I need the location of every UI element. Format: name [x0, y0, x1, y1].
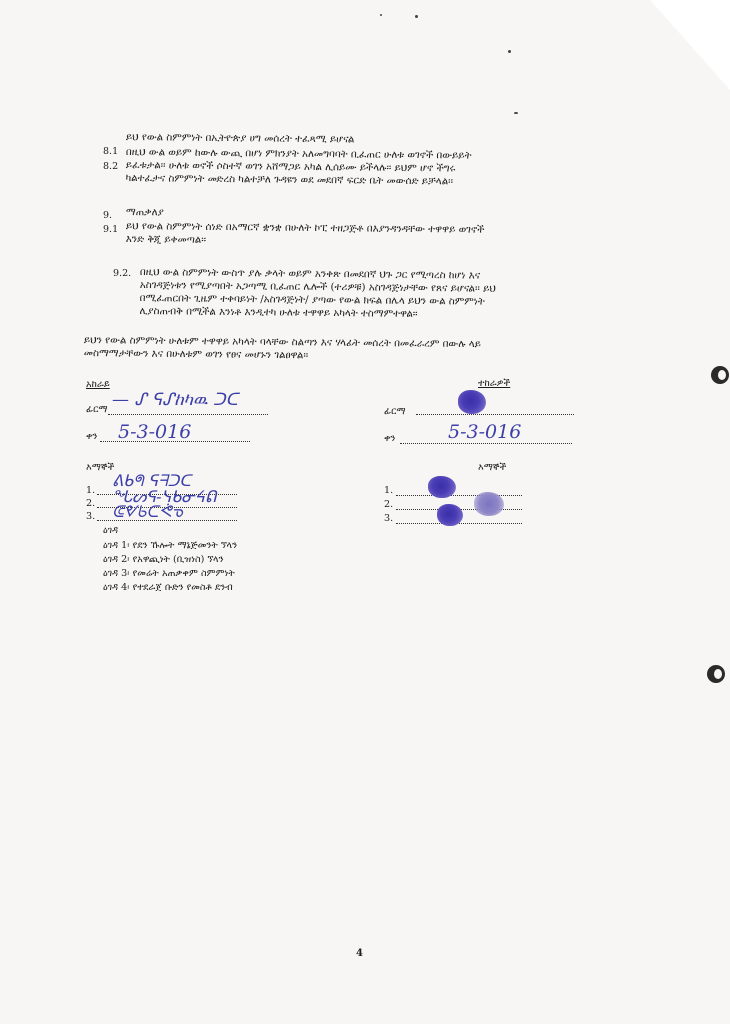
clause-line: ይህ የውል ስምምነት ሰነድ በአማርኛ ቋንቋ በሁለት ኮፒ ተዘጋጅቶ በእያንዳንዳቸው ተዋዋይ ወገኖች [125, 220, 485, 236]
clause-9-1 [126, 220, 485, 250]
lessees-date: 5-3-016 [448, 421, 522, 443]
speck [508, 50, 511, 53]
thumbprint [458, 390, 486, 414]
attachment-item: ዕገዳ 4፡ የተደራጀ ቡድን የመስቶ ደንብ [103, 582, 233, 593]
witness-line [396, 495, 522, 496]
clause-line: በዚህ ውል ስምምነት ውስጥ ያሉ ቃላት ወይም አንቀጽ በመደበኛ ህጉ ጋር የሚጣረስ ከሆነ እና [139, 266, 481, 282]
lessor-heading: አከራይ [86, 379, 110, 390]
clause-number: 9.1 [103, 224, 119, 235]
punch-hole [711, 366, 729, 384]
clause-number: 9. [103, 210, 113, 221]
speck [380, 14, 382, 16]
clause-number: 8.1 [103, 146, 119, 157]
lessees-signature-line [416, 414, 574, 415]
lessor-signature: — ᔑ ᕋᔑከካዉ ᑐᑕ [112, 390, 238, 410]
speck [514, 112, 518, 114]
witness-number: 2. [86, 498, 96, 509]
closing-line: ይህን የውል ስምምነት ሁለቱም ተዋዋይ አካላት ባላቸው ስልጣን እና ሃላፊት መሰረት በመፈራረም በውሉ ላይ [83, 334, 481, 351]
witness-number: 1. [384, 485, 394, 496]
lessor-signature-label: ፊርማ [86, 404, 108, 415]
attachment-item: ዕገዳ 1፡ የደን ኹሎት ማኔጅመንት ኘላን [103, 540, 238, 551]
page-fold [650, 0, 730, 90]
lessees-date-label: ቀን [384, 433, 396, 444]
witness-number: 1. [86, 485, 96, 496]
clause-line: ካልተፈታና ስምምነት መድረስ ካልተቻለ ጉዳዩን ወደ መደበኛ ፍርድ ቤት መውሰድ ይቻላል፡፡ [125, 172, 454, 188]
lessees-date-line [400, 443, 572, 444]
clause-line: ይፈቱታል፡፡ ሁለቱ ወኖች ሶስተኛ ወገን አሸማጋይ አካል ሊሰይሙ ይችላሉ፡፡ ይህም ሆኖ ችግሩ [125, 159, 456, 175]
section-9-title: ማጠቃለያ [125, 206, 164, 219]
clause-line: በዚህ ውል ወይም ከውሉ ውጪ በሆነ ምክንያት አለመግባባት ቢፈጠር ሁለቱ ወገኖች በውይይት [125, 146, 472, 162]
closing-line: መስማማታቸውን እና በሁለቱም ወገን የፀና መሆኑን ገልፀዋል፡፡ [83, 347, 309, 362]
clause-8-2 [126, 146, 472, 189]
lessees-heading: ተከራዎች [478, 378, 511, 389]
clause-9-2 [139, 266, 496, 322]
thumbprint [428, 476, 456, 498]
witness-signature: ᕕᑲᖗ ᕋᖷᑐᑕ [112, 471, 191, 490]
clause-8-1: ይህ የውል ስምምነት በኢትዮጵያ ሀግ መሰረት ተፈጻሚ ይሆናል [125, 131, 355, 146]
closing-statement [84, 334, 481, 364]
page-number: 4 [356, 948, 363, 959]
attachment-item: ዕገዳ 3፡ የመሬት አጠቃቀም ስምምነት [103, 568, 235, 579]
attachment-item: ዕገዳ 2፡ የአዋጪነት (ቢዝነስ) ኘላን [103, 554, 224, 565]
punch-hole [707, 665, 725, 683]
clause-number: 9.2. [113, 268, 132, 279]
witness-signature: ᖓᔕᕋ-ᓭᑲᓂᔦᕠ [112, 487, 217, 506]
attachments-heading: ዕገዳ [103, 525, 119, 536]
lessor-date-label: ቀን [86, 431, 98, 442]
speck [415, 15, 418, 18]
clause-line: ሊያስጠብቅ በሚችል እንነቶ እንዲተካ ሁለቱ ተዋዋይ አካላት ተስማምተዋል፡፡ [139, 305, 418, 320]
lessor-date: 5-3-016 [118, 421, 192, 443]
lessees-signature-label: ፊርማ [384, 406, 406, 417]
witness-signature: ᕳᕓᑲᑕᕚᓀ [112, 502, 183, 521]
lessees-witness-heading: እማኞች [478, 462, 507, 473]
witness-number: 3. [86, 511, 96, 522]
witness-number: 3. [384, 513, 394, 524]
lessor-witness-heading: እማኞች [86, 462, 115, 473]
clause-line: እንድ ቅጂ ይቀመጣል፡፡ [125, 233, 207, 246]
clause-line: አስገዳጅነቱን የሚያጣበት አጋጣሚ ቢፈጠር ሌሎች (ተሪዎቹ) አስገዳጅነታቸው የጸና ይሆናል፡፡ ይህ [139, 279, 496, 295]
witness-number: 2. [384, 499, 394, 510]
thumbprint [437, 504, 463, 526]
thumbprint [474, 492, 504, 516]
clause-line: በሚፈጠርበት ጊዜም ተቀባይነት /አስገዳጅነት/ ያጣው የውል ክፍል በሌላ ይህን ውል ስምምነት [139, 292, 485, 308]
lessor-signature-line [108, 414, 268, 415]
clause-number: 8.2 [103, 161, 119, 172]
